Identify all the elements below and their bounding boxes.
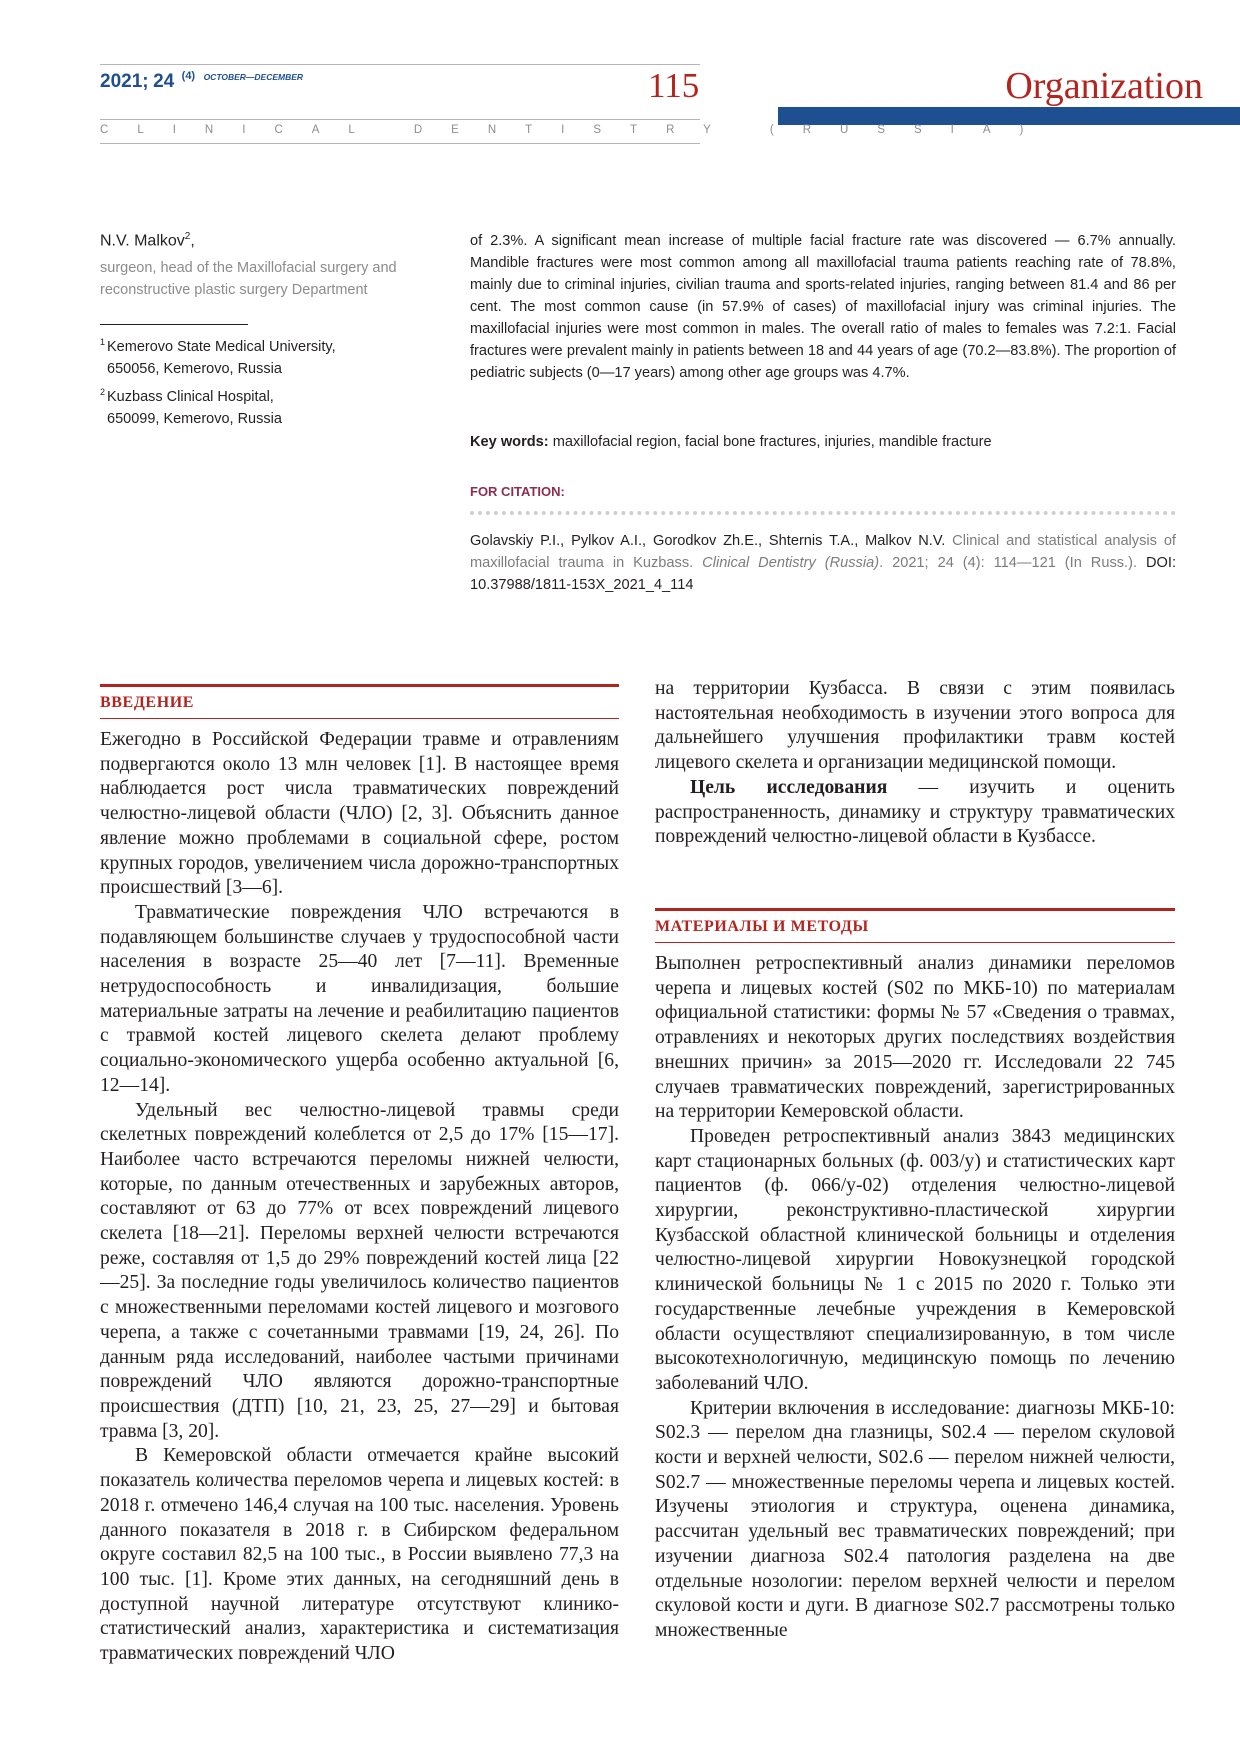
citation-journal: Clinical Dentistry (Russia) [702, 555, 880, 571]
citation-title: Clinical and statistical analysis of maxillofacial trauma in Kuzbass. [470, 533, 1176, 571]
page-number: 115 [648, 66, 700, 105]
citation-authors: Golavskiy P.I., Pylkov A.I., Gorodkov Zh.E., Shternis T.A., Malkov N.V. [470, 533, 946, 549]
citation-text [470, 530, 1176, 596]
issue-volume: 24 [153, 71, 175, 92]
intro-paragraph: Ежегодно в Российской Федерации травме и отравлениям подвергаются около 13 млн человек [1]. В настоящее время наблюдается рост числа травматических повреждений челюстно-лицевой области (ЧЛО) [2, 3]. Объяснить данное явление можно проблемами в социальной сфере, ростом крупных городов, увеличением числа дорожно-транспортных происшествий [3—6]. [100, 729, 619, 899]
methods-paragraph: Выполнен ретроспективный анализ динамики переломов черепа и лицевых костей (S02 по МКБ-10) по материалам официальной статистики: формы № 57 «Сведения о травмах, отравлениях и некоторых других последствиях воздействия внешних причин» за 2015—2020 гг. Исследовали 22 745 случаев травматических повреждений, зарегистрированных на территории Кемеровской области. [655, 953, 1175, 1123]
issue-info [100, 70, 303, 93]
journal-name: CLINICAL DENTISTRY (RUSSIA) [100, 124, 1053, 136]
methods-heading: МАТЕРИАЛЫ И МЕТОДЫ [655, 918, 869, 935]
intro-heading-bar [100, 684, 619, 687]
right-column-intro [655, 677, 1175, 850]
author-role: surgeon, head of the Maxillofacial surgery and reconstructive plastic surgery Department [100, 260, 397, 298]
abstract-text: of 2.3%. A significant mean increase of multiple facial fracture rate was discovered — 6.7% annually. Mandible fractures were most common among all maxillofacial trauma patients reaching rate of 78.8%, mainly due to criminal injuries, civilian trauma and sports-related injuries, ranging between 81.4 and 86 per cent. The most common cause (in 57.9% of cases) of maxillofacial injury was criminal injuries. The maxillofacial injuries were most common in males. The overall ratio of males to females was 7.2:1. Facial fractures were prevalent mainly in patients between 18 and 44 years of age (70.2—83.8%). The proportion of pediatric subjects (0—17 years) among other age groups was 4.7%. [470, 233, 1176, 381]
intro-text [100, 728, 619, 1667]
intro-continuation: на территории Кузбасса. В связи с этим появилась настоятельная необходимость в изучении этого вопроса для дальнейшего улучшения профилактики травм костей лицевого скелета и организации медицинской помощи. [655, 678, 1175, 774]
author-name: N.V. Malkov$^2$, [100, 231, 195, 250]
issue-months: OCTOBER—DECEMBER [203, 72, 304, 82]
study-aim-label: Цель исследования [690, 776, 888, 798]
section-title: Organization [1005, 65, 1203, 107]
methods-heading-rule [655, 942, 1175, 943]
affiliations-rule [100, 324, 248, 325]
methods-text [655, 952, 1175, 1644]
issue-number: (4) [181, 70, 196, 82]
intro-paragraph: В Кемеровской области отмечается крайне высокий показатель количества переломов черепа и лицевых костей: в 2018 г. отмечено 146,4 случая на 100 тыс. населения. Уровень данного показателя в 2018 г. в Сибирском федеральном округе составил 82,5 на 100 тыс., в России выявлено 77,3 на 100 тыс. [1]. Кроме этих данных, на сегодняшний день в доступной научной литературе отсутствуют клинико-статистический анализ, характеристика и систематизация травматических повреждений ЧЛО [100, 1445, 619, 1665]
study-aim: Цель исследования — изучить и оценить распространенность, динамику и структуру травматических повреждений челюстно-лицевой области в Кузбассе. [655, 776, 1175, 848]
citation-dotted-divider [470, 511, 1176, 515]
citation-details: . 2021; 24 (4): 114—121 (In Russ.). [879, 555, 1146, 571]
citation-heading: FOR CITATION: [470, 484, 565, 499]
keywords [470, 431, 1176, 453]
header-bottom-rule [100, 143, 700, 144]
keywords-text: maxillofacial region, facial bone fractures, injuries, mandible fracture [548, 434, 992, 450]
section-accent-bar [778, 107, 1240, 125]
intro-paragraph: Удельный вес челюстно-лицевой травмы среди скелетных повреждений колеблется от 2,5 до 17% [15—17]. Наиболее часто встречаются переломы нижней челюсти, которые, по данным отечественных и зарубежных авторов, составляют от 63 до 77% от всех повреждений лицевого скелета [18—21]. Переломы верхней челюсти встречаются реже, составляя от 1,5 до 29% повреждений костей лица [22—25]. За последние годы увеличилось количество пациентов с множественными переломами костей лицевого и мозгового черепа, а также с сочетанными травмами [19, 24, 26]. По данным ряда исследований, наиболее частыми причинами повреждений ЧЛО являются дорожно-транспортные происшествия (ДТП) [10, 21, 23, 25, 27—29] и бытовая травма [3, 20]. [100, 1099, 619, 1442]
keywords-label: Key words: [470, 434, 549, 450]
header-mid-rule [100, 119, 700, 120]
affiliation-1: $^1$ Kemerovo State Medical University, 650056, Kemerovo, Russia [100, 337, 336, 377]
methods-paragraph: Проведен ретроспективный анализ 3843 медицинских карт стационарных больных (ф. 003/у) и статистических карт пациентов (ф. 066/у-02) отделения челюстно-лицевой хирургии, реконструктивно-пластической хирургии Кузбасской областной клинической больницы и отделения челюстно-лицевой хирургии Новокузнецкой городской клинической больницы № 1 с 2015 по 2020 г. Только эти государственные лечебные учреждения в Кемеровской области осуществляют специализированную, в том числе высокотехнологичную, медицинскую помощь по лечению заболеваний ЧЛО. [655, 1125, 1175, 1394]
methods-paragraph: Критерии включения в исследование: диагнозы МКБ-10: S02.3 — перелом дна глазницы, S02.4 — перелом скуловой кости и верхней челюсти, S02.6 — перелом нижней челюсти, S02.7 — множественные переломы черепа и лицевых костей. Изучены этиология и структура, оценена динамика, рассчитан удельный вес травматических повреждений; при изучении диагноза S02.4 патология разделена на две отдельные нозологии: перелом верхней челюсти и перелом скуловой кости и дуги. В диагнозе S02.7 рассмотрены только множественные [655, 1397, 1175, 1641]
header-top-rule [100, 64, 700, 65]
intro-heading: ВВЕДЕНИЕ [100, 694, 195, 711]
affiliation-2: $^2$ Kuzbass Clinical Hospital, 650099, Kemerovo, Russia [100, 387, 282, 427]
intro-heading-rule [100, 718, 619, 719]
methods-heading-bar [655, 908, 1175, 911]
citation-doi: DOI: 10.37988/1811-153X_2021_4_114 [470, 555, 1176, 593]
author-affiliation-mark: 2 [184, 231, 191, 242]
intro-paragraph: Травматические повреждения ЧЛО встречаются в подавляющем большинстве случаев у трудоспособной части населения в возрасте 25—40 лет [7—11]. Временные нетрудоспособность и инвалидизация, большие материальные затраты на лечение и реабилитацию пациентов с травмой костей лицевого скелета делают проблему социально-экономического ущерба особенно актуальной [6, 12—14]. [100, 901, 619, 1096]
issue-year: 2021; [100, 71, 149, 92]
